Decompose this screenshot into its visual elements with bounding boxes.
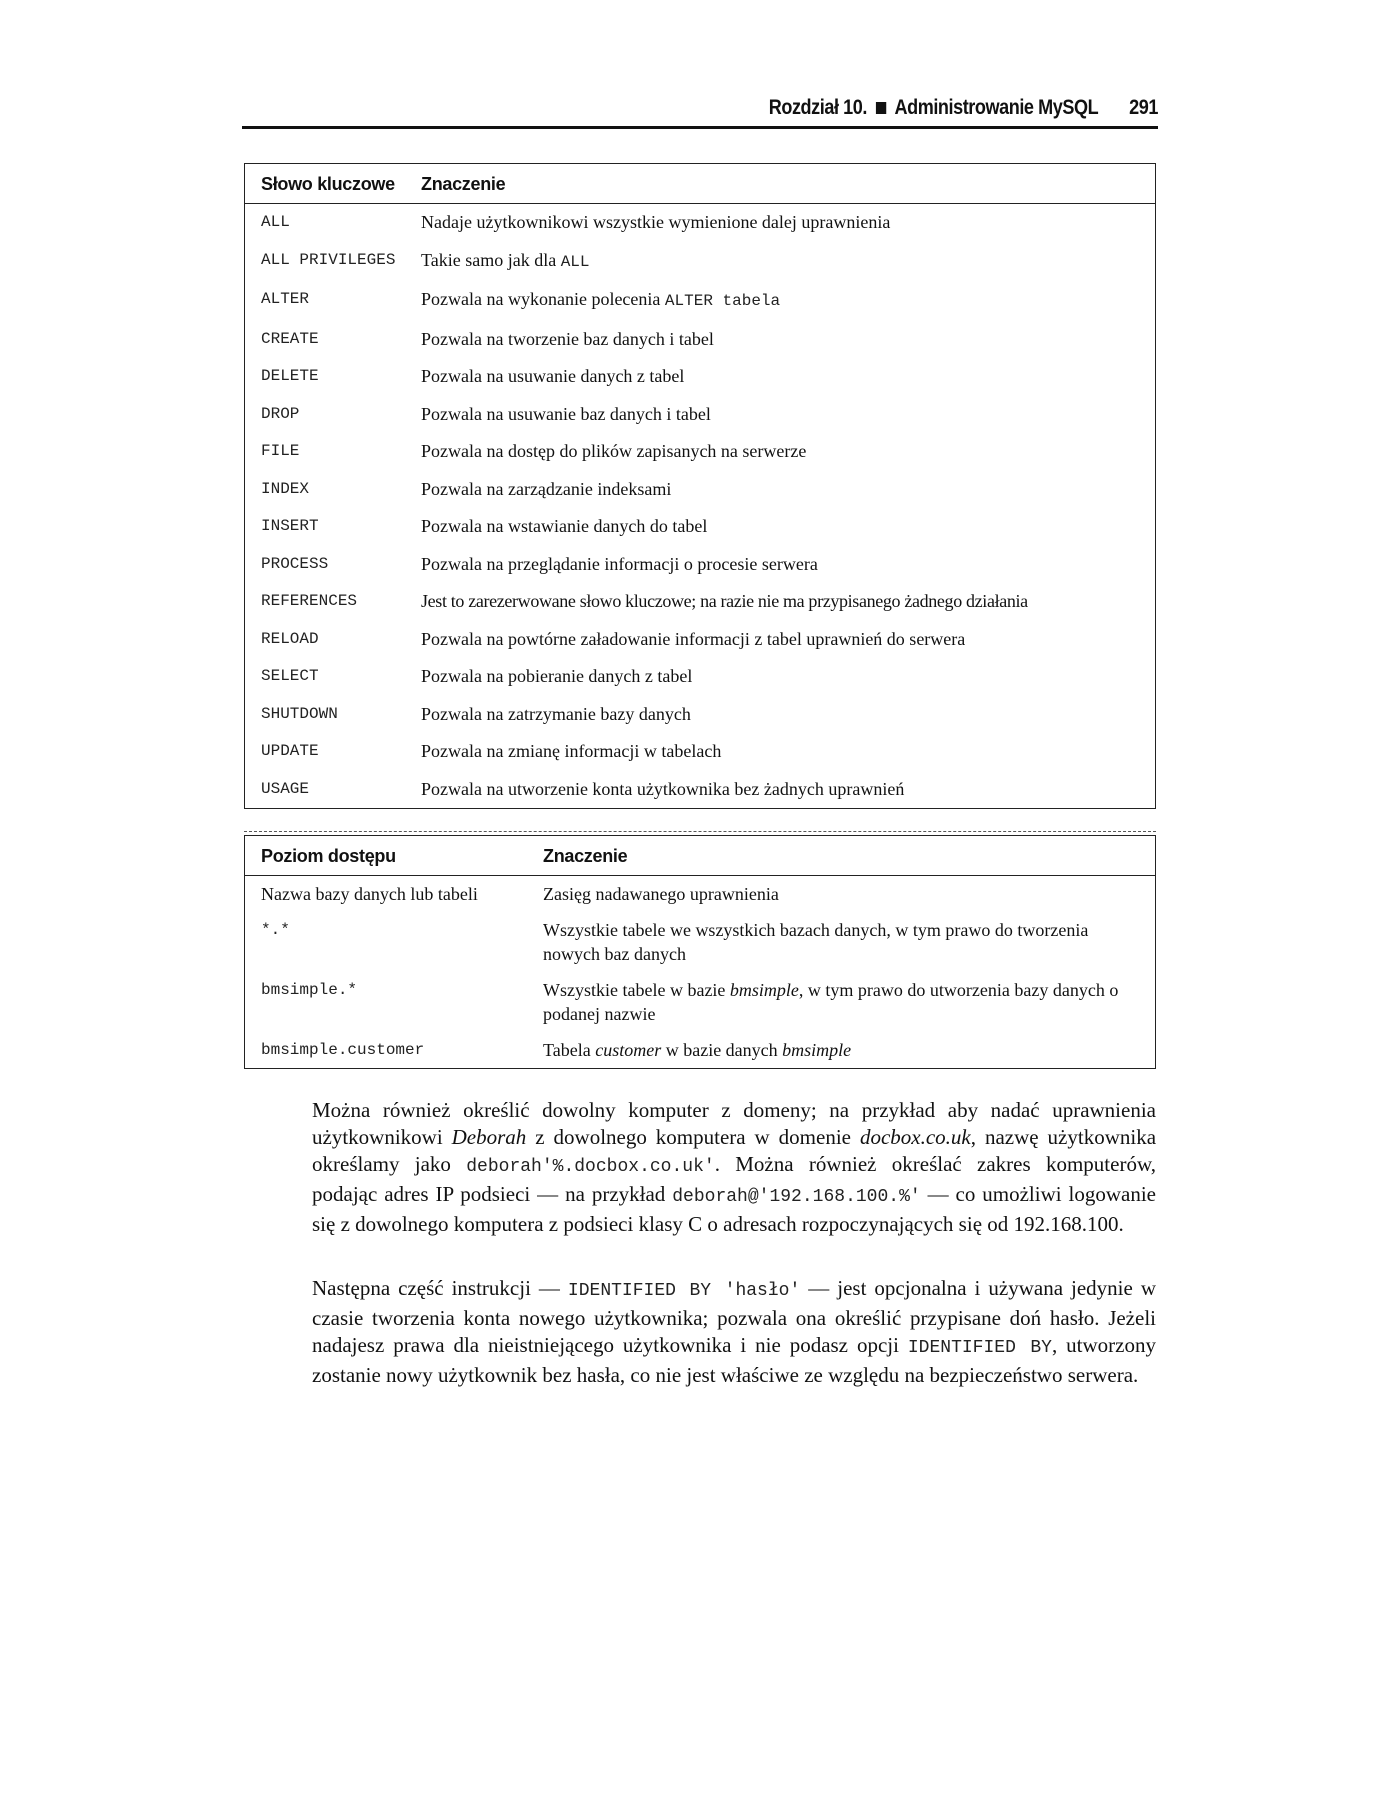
keyword-cell: USAGE bbox=[261, 779, 310, 798]
access-level-cell: Nazwa bazy danych lub tabeli bbox=[261, 884, 478, 904]
meaning-cell: Jest to zarezerwowane słowo kluczowe; na razie nie ma przypisanego żadnego działania bbox=[421, 591, 1028, 611]
meaning-cell: Pozwala na usuwanie baz danych i tabel bbox=[421, 403, 711, 424]
keyword-cell: PROCESS bbox=[261, 554, 329, 573]
meaning-cell: Pozwala na usuwanie danych z tabel bbox=[421, 366, 685, 386]
keyword-cell: ALL PRIVILEGES bbox=[261, 250, 396, 269]
body-paragraph bbox=[312, 1275, 1156, 1389]
table-row bbox=[245, 696, 1156, 734]
table-row bbox=[245, 876, 1156, 913]
paragraph-code: deborah@'192.168.100.%' bbox=[672, 1187, 921, 1207]
column-header-access-level: Poziom dostępu bbox=[245, 836, 528, 876]
meaning-text: Takie samo jak dla bbox=[421, 249, 561, 270]
keyword-cell: ALL bbox=[261, 213, 290, 231]
chapter-label: Rozdział 10. bbox=[768, 96, 867, 119]
keyword-cell: INDEX bbox=[261, 479, 310, 498]
paragraph-code: deborah'%.docbox.co.uk' bbox=[466, 1157, 715, 1177]
keyword-cell: SHUTDOWN bbox=[261, 704, 338, 723]
meaning-cell: Pozwala na tworzenie baz danych i tabel bbox=[421, 328, 714, 349]
meaning-cell bbox=[405, 242, 1156, 282]
meaning-italic: customer bbox=[595, 1040, 662, 1060]
meaning-text: Wszystkie tabele w bazie bbox=[543, 980, 730, 1000]
table-row bbox=[245, 621, 1156, 659]
meaning-italic: bmsimple bbox=[729, 980, 799, 1000]
keyword-cell: ALTER bbox=[261, 290, 310, 308]
keyword-cell: UPDATE bbox=[261, 742, 319, 760]
paragraph-text: , nazwę użytkownika określamy jako bbox=[312, 1125, 1157, 1176]
meaning-cell: Pozwala na zarządzanie indeksami bbox=[421, 478, 672, 499]
meaning-text: , w tym prawo do utworzenia bazy danych o podanej nazwie bbox=[543, 980, 1119, 1024]
paragraph-code: IDENTIFIED BY bbox=[907, 1338, 1052, 1358]
meaning-cell bbox=[527, 972, 1156, 1032]
table-row bbox=[245, 204, 1156, 242]
body-paragraph bbox=[312, 1097, 1156, 1238]
meaning-text: Tabela bbox=[543, 1040, 596, 1060]
meaning-code: ALTER tabela bbox=[664, 292, 781, 310]
table-row bbox=[245, 242, 1156, 282]
meaning-cell: Pozwala na przeglądanie informacji o procesie serwera bbox=[421, 553, 818, 574]
table-row bbox=[245, 546, 1156, 584]
meaning-cell: Pozwala na utworzenie konta użytkownika bez żadnych uprawnień bbox=[421, 778, 905, 799]
table-header-row bbox=[245, 164, 1156, 204]
meaning-italic: bmsimple bbox=[782, 1040, 852, 1060]
table-row bbox=[245, 281, 1156, 321]
access-level-cell: *.* bbox=[261, 921, 290, 939]
meaning-text: Pozwala na wykonanie polecenia bbox=[421, 289, 665, 309]
table-row bbox=[245, 1032, 1156, 1069]
privileges-table bbox=[244, 163, 1156, 809]
paragraph-text: Następna część instrukcji — bbox=[312, 1276, 568, 1300]
access-level-cell: bmsimple.customer bbox=[261, 1041, 425, 1059]
meaning-cell: Pozwala na pobieranie danych z tabel bbox=[421, 666, 693, 686]
keyword-cell: DROP bbox=[261, 404, 300, 423]
table-row bbox=[245, 321, 1156, 359]
meaning-cell bbox=[527, 1032, 1156, 1069]
table-row bbox=[245, 358, 1156, 396]
meaning-text: w bazie danych bbox=[661, 1040, 783, 1060]
paragraph-text: z dowolnego komputera w domenie bbox=[526, 1125, 860, 1149]
paragraph-italic: Deborah bbox=[451, 1125, 527, 1149]
meaning-cell: Pozwala na zmianę informacji w tabelach bbox=[421, 741, 722, 761]
meaning-cell: Pozwala na powtórne załadowanie informacji z tabel uprawnień do serwera bbox=[421, 628, 966, 649]
table-row bbox=[245, 658, 1156, 696]
column-header-keyword: Słowo kluczowe bbox=[245, 164, 406, 204]
keyword-cell: INSERT bbox=[261, 517, 319, 535]
table-row bbox=[245, 912, 1156, 972]
meaning-cell: Pozwala na zatrzymanie bazy danych bbox=[421, 703, 691, 724]
chapter-title: Administrowanie MySQL bbox=[894, 96, 1099, 119]
table-separator bbox=[244, 831, 1156, 832]
paragraph-text: — jest opcjonalna i używana jedynie w czasie tworzenia konta nowego użytkownika; pozwala ona określić przypisane doń hasło. Jeżeli nadajesz prawa dla nieistniejącego użytkownika i nie podasz opcji bbox=[312, 1276, 1156, 1357]
column-header-meaning: Znaczenie bbox=[527, 836, 1156, 876]
meaning-cell: Pozwala na dostęp do plików zapisanych na serwerze bbox=[421, 441, 807, 461]
meaning-cell: Pozwala na wstawianie danych do tabel bbox=[421, 516, 708, 536]
paragraph-code: IDENTIFIED BY 'hasło' bbox=[567, 1281, 801, 1301]
paragraph-text: . Można również określać zakres komputerów, podając adres IP podsieci — na przykład bbox=[312, 1152, 1156, 1206]
table-row bbox=[245, 583, 1156, 621]
keyword-cell: FILE bbox=[261, 442, 300, 460]
table-row bbox=[245, 733, 1156, 771]
keyword-cell: CREATE bbox=[261, 329, 319, 348]
page-number: 291 bbox=[1129, 96, 1158, 119]
table-header-row bbox=[245, 836, 1156, 876]
meaning-cell: Nadaje użytkownikowi wszystkie wymienione dalej uprawnienia bbox=[421, 212, 891, 232]
column-header-meaning: Znaczenie bbox=[405, 164, 1156, 204]
keyword-cell: DELETE bbox=[261, 367, 319, 385]
table-row bbox=[245, 972, 1156, 1032]
keyword-cell: SELECT bbox=[261, 667, 319, 685]
access-level-table bbox=[244, 835, 1156, 1069]
table-row bbox=[245, 471, 1156, 509]
table-row bbox=[245, 508, 1156, 546]
table-row bbox=[245, 396, 1156, 434]
table-row bbox=[245, 433, 1156, 471]
meaning-code: ALL bbox=[560, 252, 590, 271]
table-row bbox=[245, 771, 1156, 809]
meaning-cell bbox=[405, 281, 1156, 321]
paragraph-text: — co umożliwi logowanie się z dowolnego komputera z podsieci klasy C o adresach rozpoczynających się od 192.168.100. bbox=[312, 1182, 1156, 1236]
meaning-cell: Zasięg nadawanego uprawnienia bbox=[543, 884, 779, 904]
running-header bbox=[370, 93, 1158, 123]
keyword-cell: REFERENCES bbox=[261, 592, 358, 610]
keyword-cell: RELOAD bbox=[261, 629, 319, 648]
header-rule bbox=[242, 126, 1158, 129]
paragraph-text: , utworzony zostanie nowy użytkownik bez hasła, co nie jest właściwe ze względu na bezpieczeństwo serwera. bbox=[312, 1333, 1156, 1387]
square-bullet-icon bbox=[876, 102, 886, 114]
access-level-cell: bmsimple.* bbox=[261, 981, 358, 999]
meaning-cell: Wszystkie tabele we wszystkich bazach danych, w tym prawo do tworzenia nowych baz danych bbox=[543, 920, 1089, 964]
paragraph-italic: docbox.co.uk bbox=[859, 1125, 971, 1149]
paragraph-text: Można również określić dowolny komputer z domeny; na przykład aby nadać uprawnienia użytkownikowi bbox=[312, 1098, 1156, 1149]
